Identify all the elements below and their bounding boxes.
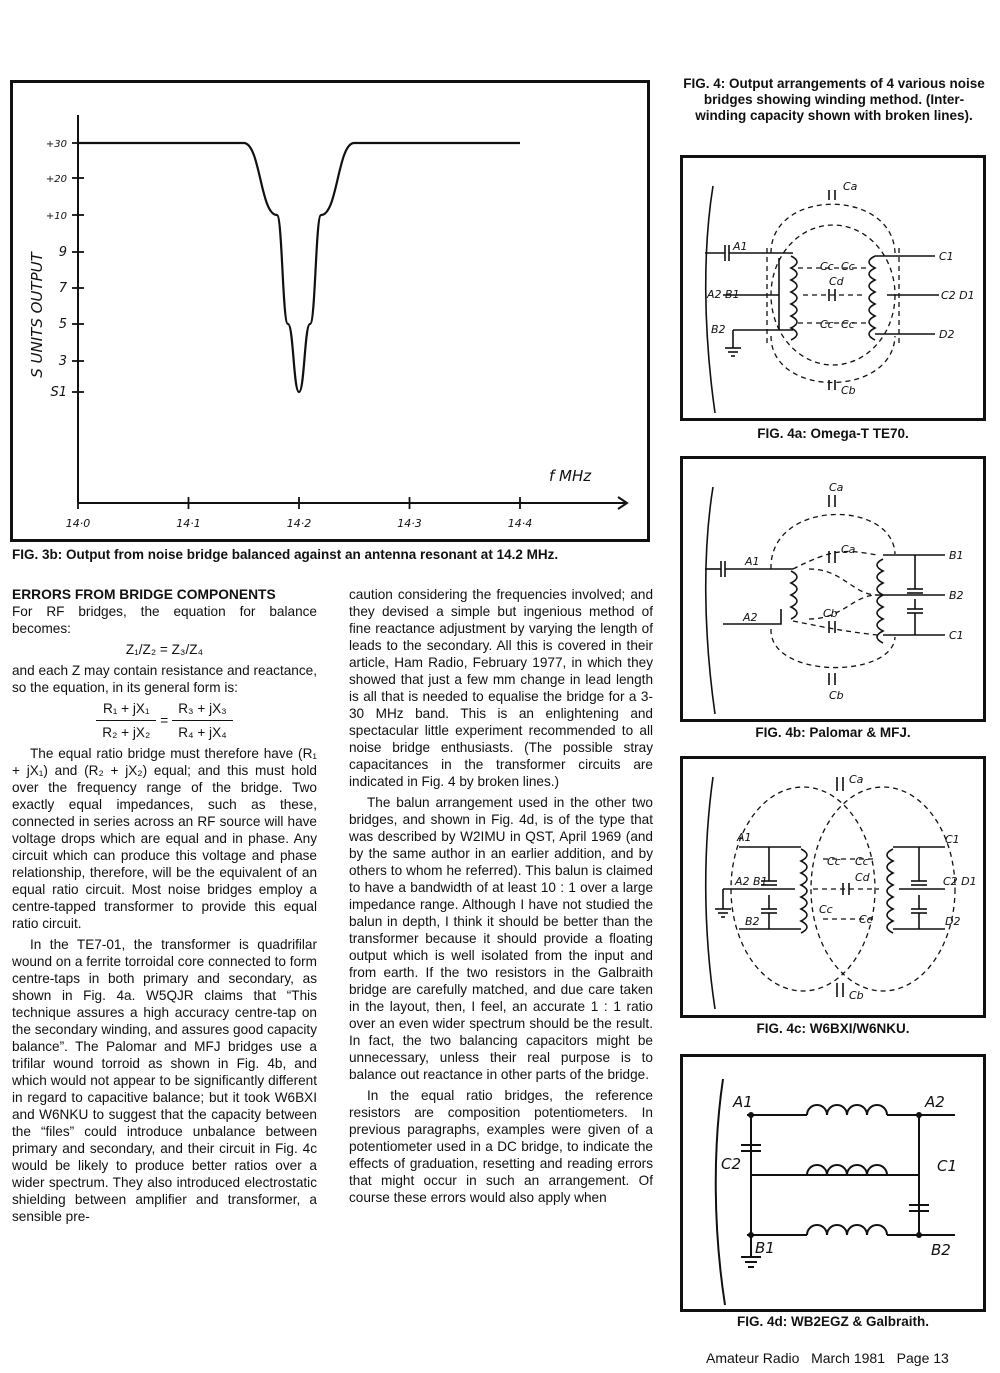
fig4a-frame [680, 155, 986, 421]
fig4d-label-c1: C1 [937, 1157, 958, 1175]
fig4d-frame [680, 1054, 986, 1312]
fig4a-label-c2d1: C2 D1 [941, 289, 975, 302]
fig3b-ytick-label: +30 [45, 139, 67, 150]
fig3b-ytick-label: 3 [58, 354, 67, 369]
fig3b-xlabel: f MHz [549, 467, 592, 485]
fig4a-label-ca: Ca [843, 180, 858, 193]
paragraph-2: In the TE7-01, the transformer is quadrifilar wound on a ferrite torroidal core connected to form centre-taps in both primary and secondary, as shown in Fig. 4a. W5QJR claims that “This technique assures a high accuracy centre-tap on the secondary winding, and assures good capacity balance”. The Palomar and MFJ bridges use a trifilar wound torroid as shown in Fig. 4b, and which would not appear to be significantly different in regard to capacitive balance; but it took W6BXI and W6NKU to suggest that the capacity between the “files” could introduce unbalance between primary and secondary, and their circuit in Fig. 4c would be likely to produce better ratios over a wider spectrum. They also introduced electrostatic shielding between amplifier and transformer, a sensible pre- [12, 937, 317, 1224]
fig3b-ytick-label: 9 [58, 245, 67, 260]
fig4c-label-b2: B2 [745, 915, 760, 928]
fig4b-label-b2: B2 [949, 589, 964, 602]
fig4c-label-cd: Cd [855, 871, 870, 884]
fig4b-label-b1: B1 [949, 549, 964, 562]
fig4d-label-b1: B1 [755, 1239, 775, 1257]
equation-2 [12, 700, 317, 741]
fig4a-label-cc3: Cc [820, 318, 834, 331]
fig4a-label-d2: D2 [939, 328, 955, 341]
fig4b-label-ca2: Ca [841, 543, 856, 556]
fig4a-caption: FIG. 4a: Omega-T TE70. [757, 426, 909, 441]
eq2-equals: = [160, 713, 169, 728]
eq2-den-left: R₂ + jX₂ [102, 725, 151, 740]
fig4c-label-cb: Cb [849, 989, 864, 1002]
fig4c-caption: FIG. 4c: W6BXI/W6NKU. [756, 1021, 910, 1036]
fig4c-label-a2b1: A2 B1 [735, 875, 768, 888]
fig4b-label-cb2: Cb [829, 689, 844, 702]
fig3b-xtick-label: 14·2 [286, 517, 312, 530]
article-column-2 [349, 586, 653, 1210]
fig4d-label-b2: B2 [931, 1241, 951, 1259]
fig4c-label-cc3: Cc [819, 903, 833, 916]
fig4c-label-c2d1: C2 D1 [943, 875, 977, 888]
fig4d-caption: FIG. 4d: WB2EGZ & Galbraith. [736, 1314, 929, 1329]
fig4-caption: FIG. 4: Output arrangements of 4 various noise bridges showing winding method. (Inter-winding capacity shown with broken lines). [683, 76, 985, 123]
fig3b-response-curve [78, 143, 520, 392]
paragraph-5: In the equal ratio bridges, the reference resistors are composition potentiometers. In previous paragraphs, examples were given of a potentiometer used in a DC bridge, to indicate the effects of graduation, resetting and reading errors that might occur in such an arrangement. Of course these errors would also apply when [349, 1088, 653, 1205]
paragraph-4: The balun arrangement used in the other two bridges, and shown in Fig. 4d, is of the type that was described by W2IMU in QST, April 1969 (and by the same author in an earlier addition, and by others to whom he referred). This balun is claimed to have a bandwidth of at least 10 : 1 over a large impedance range. Although I have not studied the balun in depth, I think it should be better than the transformer because it should provide a floating output which is well isolated from the input and from earth. If the two resistors in the Galbraith bridge are carefully matched, and due care taken in the layout, then, I feel, an accurate 1 : 1 ratio over an even wider spectrum should be the result. In fact, the two balancing capacitors might be unnecessary, unless their real purpose is to balance out reactance in other parts of the bridge. [349, 795, 653, 1082]
footer-date: March 1981 [811, 1350, 885, 1366]
fig4a-label-b2: B2 [711, 323, 726, 336]
fig4a-label-cd: Cd [829, 275, 844, 288]
equation-1: Z₁/Z₂ = Z₃/Z₄ [125, 642, 204, 657]
paragraph-intro: For RF bridges, the equation for balance becomes: [12, 604, 317, 636]
fig4a-label-c1: C1 [939, 250, 954, 263]
fig4b-label-ca1: Ca [829, 481, 844, 494]
fig4a-label-a2b1: A2 B1 [707, 288, 740, 301]
fig4c-diagram [683, 759, 983, 1015]
fig4d-label-a2: A2 [925, 1093, 945, 1111]
fig4a-label-a1: A1 [733, 240, 748, 253]
eq2-den-right: R₄ + jX₄ [178, 725, 227, 740]
fig4d-label-a1: A1 [733, 1093, 753, 1111]
fig4c-label-a1: A1 [737, 831, 752, 844]
fig3b-ytick-label: +10 [45, 211, 67, 222]
fig3b-xtick-label: 14·4 [507, 517, 533, 530]
paragraph-1: The equal ratio bridge must therefore have (R₁ + jX₁) and (R₂ + jX₂) equal; and this must hold over the frequency range of the bridge. Two exactly equal impedances, such as these, connected in series across an RF source will have voltage drops which are equal and in phase. Any circuit which can produce this voltage and phase relationship, therefore, will be the equivalent of an equal ratio circuit. Most noise bridges employ a centre-tapped transformer to provide this equal ratio circuit. [12, 746, 317, 931]
footer-magazine: Amateur Radio [706, 1350, 800, 1366]
fig4b-label-a2: A2 [743, 611, 758, 624]
paragraph-3: caution considering the frequencies involved; and they devised a simple but ingenious method of fine reactance adjustment by varying the length of leads to the secondary. All this is covered in their article, Ham Radio, February 1977, in which they showed that just a few mm change in lead length is all that is needed to equalise the bridge for a 3-30 MHz band. This is an enlightening and spectacular little experiment recommended to all noise bridge enthusiasts. (The possible stray capacitances in the transformer circuits are indicated in Fig. 4 by broken lines.) [349, 587, 653, 789]
fig4c-label-c1: C1 [945, 833, 960, 846]
fig3b-xtick-label: 14·0 [65, 517, 91, 530]
fig4a-diagram [683, 158, 983, 418]
fig4b-diagram [683, 459, 983, 719]
fig3b-xtick-label: 14·3 [397, 517, 422, 530]
fig4c-label-ca: Ca [849, 773, 864, 786]
fig3b-caption: FIG. 3b: Output from noise bridge balanced against an antenna resonant at 14.2 MHz. [12, 547, 559, 562]
eq2-num-left: R₁ + jX₁ [96, 700, 156, 721]
page-footer [706, 1350, 990, 1366]
fig3b-ytick-label: 5 [58, 317, 67, 332]
fig3b-ytick-label: +20 [45, 174, 67, 185]
section-heading: ERRORS FROM BRIDGE COMPONENTS [12, 587, 276, 602]
fig4a-label-cc4: Cc [841, 318, 855, 331]
fig3b-ylabel: S UNITS OUTPUT [28, 252, 46, 378]
article-column-1 [12, 586, 317, 1229]
fig3b-ytick-label: 7 [58, 281, 67, 296]
fig4b-caption: FIG. 4b: Palomar & MFJ. [755, 725, 911, 740]
fig3b-ytick-label: S1 [50, 385, 67, 400]
fig4b-label-c1: C1 [949, 629, 964, 642]
fig4a-label-cc2: Cc [841, 260, 855, 273]
footer-page: Page 13 [896, 1350, 949, 1366]
fig4d-label-c2: C2 [721, 1155, 742, 1173]
fig3b-frame [10, 80, 650, 542]
fig4c-label-cc2: Cc [855, 855, 869, 868]
fig3b-chart [13, 83, 647, 539]
fig4c-label-d2: D2 [945, 915, 961, 928]
fig4a-label-cc1: Cc [820, 260, 834, 273]
fig4d-diagram [683, 1057, 983, 1309]
fig4c-label-cc4: Cc [859, 913, 873, 926]
fig4b-frame [680, 456, 986, 722]
fig4c-label-cc1: Cc [827, 855, 841, 868]
eq2-num-right: R₃ + jX₃ [172, 700, 233, 721]
paragraph-after-eq1: and each Z may contain resistance and reactance, so the equation, in its general form is: [12, 663, 317, 695]
fig4a-label-cb: Cb [841, 384, 856, 397]
fig4b-label-cb1: Cb [823, 607, 838, 620]
fig4b-label-a1: A1 [745, 555, 760, 568]
fig4c-frame [680, 756, 986, 1018]
fig3b-xtick-label: 14·1 [176, 517, 201, 530]
